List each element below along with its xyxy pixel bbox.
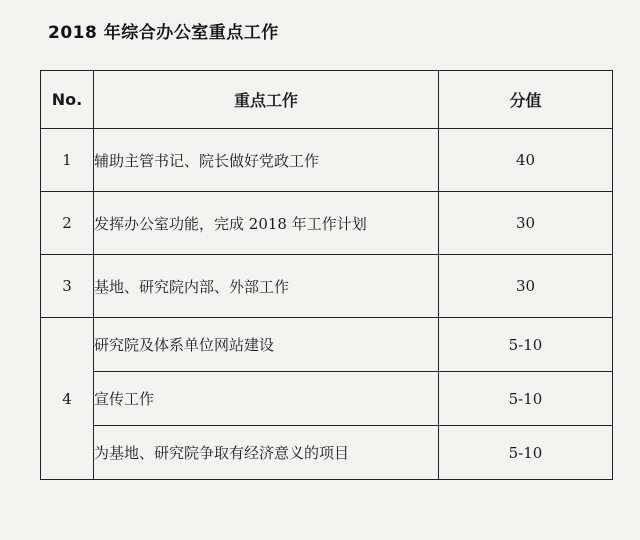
score-value: 5-10 bbox=[439, 318, 613, 372]
work-item: 宣传工作 bbox=[94, 372, 439, 426]
score-value: 30 bbox=[439, 255, 613, 318]
table-row bbox=[41, 255, 613, 318]
score-value: 40 bbox=[439, 129, 613, 192]
work-item: 发挥办公室功能，完成 2018 年工作计划 bbox=[94, 192, 439, 255]
table-row bbox=[41, 372, 613, 426]
row-number: 2 bbox=[41, 192, 94, 255]
score-value: 5-10 bbox=[439, 372, 613, 426]
row-number: 4 bbox=[41, 318, 94, 480]
header-no: No. bbox=[41, 71, 94, 129]
work-item: 基地、研究院内部、外部工作 bbox=[94, 255, 439, 318]
page-title: 2018 年综合办公室重点工作 bbox=[48, 23, 279, 43]
score-value: 5-10 bbox=[439, 426, 613, 480]
work-item: 辅助主管书记、院长做好党政工作 bbox=[94, 129, 439, 192]
table-row bbox=[41, 426, 613, 480]
header-score: 分值 bbox=[439, 71, 613, 129]
work-item: 研究院及体系单位网站建设 bbox=[94, 318, 439, 372]
header-work: 重点工作 bbox=[94, 71, 439, 129]
work-item: 为基地、研究院争取有经济意义的项目 bbox=[94, 426, 439, 480]
score-value: 30 bbox=[439, 192, 613, 255]
table-row bbox=[41, 318, 613, 372]
table-header-row bbox=[41, 71, 613, 129]
table-row bbox=[41, 129, 613, 192]
table-row bbox=[41, 192, 613, 255]
row-number: 1 bbox=[41, 129, 94, 192]
row-number: 3 bbox=[41, 255, 94, 318]
priority-table bbox=[40, 70, 613, 480]
